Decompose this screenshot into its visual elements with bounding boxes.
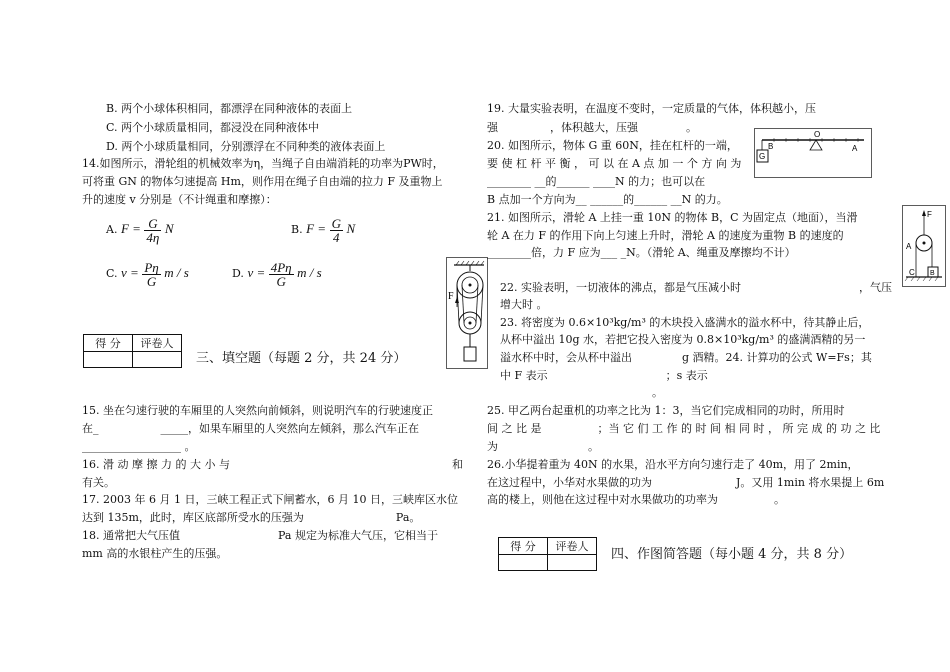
q26-line1: 26.小华提着重为 40N 的水果，沿水平方向匀速行走了 40m，用了 2min，: [487, 458, 859, 471]
q13-option-b: B. 两个小球体积相同，都漂浮在同种液体的表面上: [106, 102, 353, 115]
q25-line3: 为 。: [487, 440, 599, 453]
q17-line1: 17. 2003 年 6 月 1 日，三峡工程正式下闸蓄水，6 月 10 日，三峡库区水位: [82, 493, 458, 506]
q22-line1: 22. 实验表明，一切液体的沸点，都是气压减小时 ，气压: [500, 281, 892, 294]
q21-line1: 21. 如图所示，滑轮 A 上挂一重 10N 的物体 B，C 为固定点（地面），当滑: [487, 211, 858, 224]
q21-line2: 轮 A 在力 F 的作用下向上匀速上升时，滑轮 A 的速度为重物 B 的速度的: [487, 229, 844, 242]
pulley2-b-label: B: [930, 270, 935, 277]
q18-line1: 18. 通常把大气压值 Pa 规定为标准大气压，它相当于: [82, 529, 438, 542]
section4-title: 四、作图简答题（每小题 4 分，共 8 分）: [611, 547, 853, 562]
score-header: 得 分: [499, 538, 548, 555]
q16-line1: 16. 滑 动 摩 擦 力 的 大 小 与: [82, 458, 230, 471]
pulley2-c-label: C: [909, 268, 915, 277]
formula-lhs: F =: [120, 221, 141, 236]
q24-line: 中 F 表示 ；s 表示: [500, 369, 708, 382]
score-cell[interactable]: [499, 555, 548, 571]
score-table-section3: [83, 334, 182, 368]
pulley2-force-label: F: [927, 210, 932, 219]
q15-line1: 15. 坐在匀速行驶的车厢里的人突然向前倾斜，则说明汽车的行驶速度正: [82, 404, 433, 417]
q26-line2: 在这过程中，小华对水果做的功为 J。又用 1min 将水果提上 6m: [487, 476, 885, 489]
grader-header: 评卷人: [548, 538, 597, 555]
score-cell[interactable]: [84, 352, 133, 368]
moving-pulley-figure: [902, 205, 946, 287]
q13-option-d: D. 两个小球质量相同，分别漂浮在不同种类的液体表面上: [106, 140, 386, 153]
pulley-system-figure: [446, 257, 488, 369]
score-table-section4: [498, 537, 597, 571]
q14-option-a: A. F = $\frac{G}{4\eta}$ N: [106, 215, 174, 245]
q14-line3: 升的速度 v 分别是（不计绳重和摩擦）：: [82, 193, 277, 206]
q14-line1: 14.如图所示，滑轮组的机械效率为η，当绳子自由端消耗的功率为PW时，: [82, 157, 444, 170]
grader-header: 评卷人: [133, 335, 182, 352]
weight-g-label: G: [759, 152, 766, 161]
q21-line3: ________倍，力 F 应为___ _N。（滑轮 A、绳重及摩擦均不计）: [487, 246, 796, 259]
q20-line2: 要 使 杠 杆 平 衡 ， 可 以 在 A 点 加 一 个 方 向 为: [487, 157, 742, 170]
force-label: F: [448, 291, 454, 302]
q15-line2: 在_ _____，如果车厢里的人突然向左倾斜，那么汽车正在: [82, 422, 419, 435]
q23-line2: 从杯中溢出 10g 水，若把它投入密度为 0.8×10³kg/m³ 的盛满酒精的另一: [500, 333, 866, 346]
q20-line1: 20. 如图所示，物体 G 重 60N，挂在杠杆的一端，: [487, 139, 738, 152]
q20-line4: B 点加一个方向为__ ______的______ __N 的力。: [487, 193, 728, 206]
q14-line2: 可将重 GN 的物体匀速提高 Hm，则作用在绳子自由端的拉力 F 及重物上: [82, 175, 443, 188]
score-header: 得 分: [84, 335, 133, 352]
q18-line2: mm 高的水银柱产生的压强。: [82, 547, 228, 560]
pulley2-a-label: A: [906, 242, 912, 251]
q23-line3: 溢水杯中时，会从杯中溢出 g 酒精。24. 计算功的公式 W=Fs；其: [500, 351, 872, 364]
section3-title: 三、填空题（每题 2 分，共 24 分）: [196, 351, 407, 366]
q23-line1: 23. 将密度为 0.6×10³kg/m³ 的木块投入盛满水的溢水杯中，待其静止后，: [500, 316, 870, 329]
q25-line1: 25. 甲乙两台起重机的功率之比为 1：3，当它们完成相同的功时，所用时: [487, 404, 845, 417]
point-a-label: A: [852, 144, 858, 153]
q19-line1: 19. 大量实验表明，在温度不变时，一定质量的气体，体积越小，压: [487, 102, 816, 115]
q24-end: 。: [652, 386, 663, 399]
q14-option-b: B. F = $\frac{G}{4}$ N: [291, 215, 356, 245]
q13-option-c: C. 两个小球质量相同，都浸没在同种液体中: [106, 121, 320, 134]
q17-line2: 达到 135m，此时，库区底部所受水的压强为 Pa。: [82, 511, 421, 524]
point-b-label: B: [768, 142, 774, 151]
q16-line2: 有关。: [82, 476, 115, 489]
q20-line3: ________ __的______ ____N 的力；也可以在: [487, 175, 706, 188]
q19-line2: 强 ，体积越大，压强 。: [487, 121, 697, 134]
q26-line3: 高的楼上，则他在这过程中对水果做功的功率为 。: [487, 493, 785, 506]
q14-option-c: C. v = $\frac{P\eta}{G}$ m / s: [106, 259, 189, 289]
q14-option-d: D. v = $\frac{4P\eta}{G}$ m / s: [232, 259, 322, 289]
grader-cell[interactable]: [548, 555, 597, 571]
q22-line2: 增大时 。: [500, 298, 548, 311]
lever-figure: [754, 128, 872, 178]
q25-line2: 间 之 比 是 ；当 它 们 工 作 的 时 间 相 同 时 ， 所 完 成 的 功 之 比: [487, 422, 881, 435]
q15-line3: __________________ 。: [82, 440, 196, 453]
grader-cell[interactable]: [133, 352, 182, 368]
pivot-label: O: [814, 130, 821, 139]
q16-line1-and: 和: [452, 458, 463, 471]
